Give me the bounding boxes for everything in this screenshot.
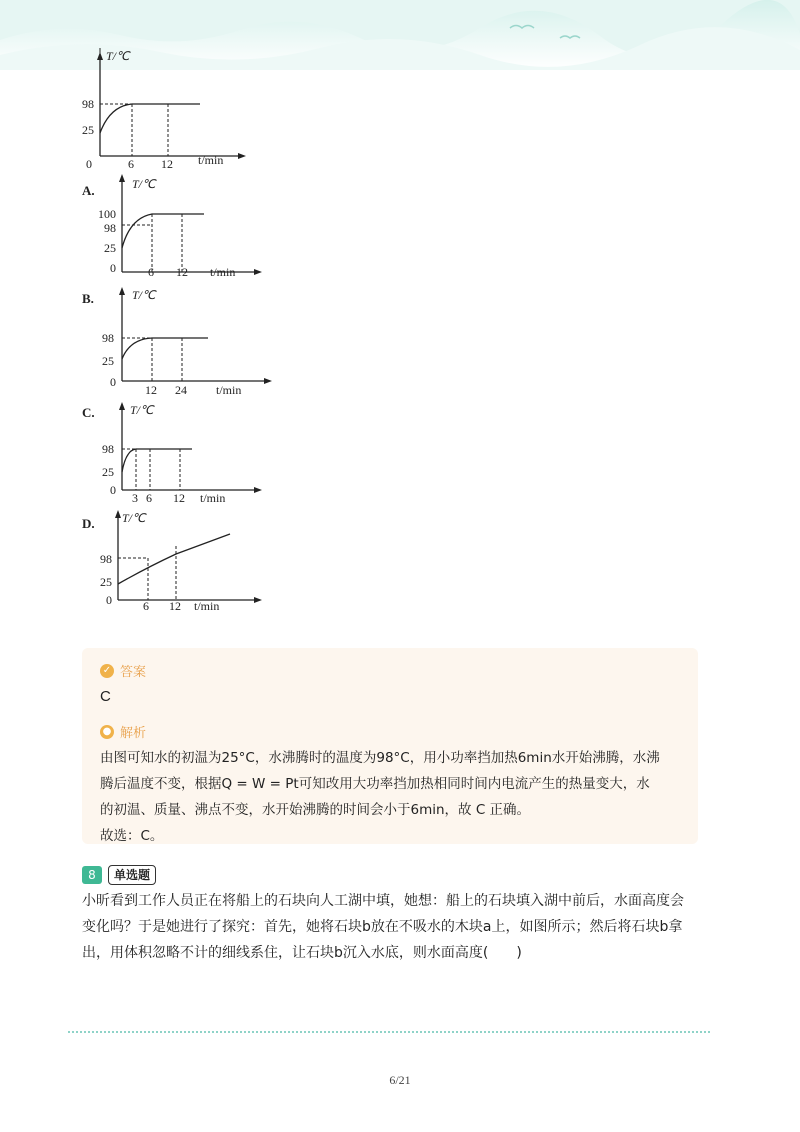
check-badge-icon: ✓ <box>100 664 114 678</box>
option-c-graph <box>96 400 296 510</box>
x-axis-label: t/min <box>210 265 236 279</box>
y-axis-label: T/℃ <box>132 288 156 302</box>
x-tick: 12 <box>176 265 188 279</box>
y-tick: 98 <box>100 552 112 566</box>
question-type-tag: 单选题 <box>108 865 156 885</box>
answer-heading <box>100 661 146 680</box>
question-line: 小昕看到工作人员正在将船上的石块向人工湖中填，她想：船上的石块填入湖中前后，水面高度会 <box>82 893 684 909</box>
option-a-graph <box>96 172 296 282</box>
y-axis-label: T/℃ <box>122 511 146 525</box>
analysis-heading <box>100 722 146 741</box>
x-tick: 24 <box>175 383 187 395</box>
y-tick: 98 <box>104 221 116 235</box>
question-number-badge: 8 <box>82 866 102 884</box>
y-tick: 100 <box>98 207 116 221</box>
x-tick: 6 <box>146 491 152 505</box>
analysis-body <box>100 745 690 849</box>
y-tick: 25 <box>102 354 114 368</box>
option-b-graph <box>96 285 296 395</box>
answer-value: C <box>100 688 111 705</box>
x-axis-label: t/min <box>194 599 220 613</box>
question-line: 出，用体积忽略不计的细线系住，让石块b沉入水底，则水面高度( ) <box>82 945 522 961</box>
question-line: 变化吗？于是她进行了探究：首先，她将石块b放在不吸水的木块a上，如图所示；然后将石块b拿 <box>82 919 683 935</box>
x-tick: 12 <box>145 383 157 395</box>
option-c-label: C. <box>82 405 95 420</box>
x-tick: 6 <box>128 157 134 168</box>
option-a-label: A. <box>82 183 95 198</box>
x-tick: 6 <box>148 265 154 279</box>
origin-label: 0 <box>110 375 116 389</box>
question-figure <box>80 48 280 168</box>
origin-label: 0 <box>110 483 116 497</box>
x-tick: 12 <box>161 157 173 168</box>
option-d-graph <box>96 508 296 618</box>
y-tick: 98 <box>102 331 114 345</box>
question-text <box>82 888 702 966</box>
option-b-label: B. <box>82 291 94 306</box>
analysis-heading-text: 解析 <box>120 726 147 741</box>
analysis-line: 的初温、质量、沸点不变，水开始沸腾的时间会小于6min，故 C 正确。 <box>100 802 531 818</box>
answer-heading-text: 答案 <box>120 665 147 680</box>
analysis-line: 故选：C。 <box>100 828 164 844</box>
y-axis-label: T/℃ <box>130 403 154 417</box>
y-tick: 98 <box>82 97 94 111</box>
lightbulb-icon: ● <box>100 725 114 739</box>
y-tick: 25 <box>102 465 114 479</box>
x-axis-label: t/min <box>200 491 226 505</box>
analysis-line: 由图可知水的初温为25°C，水沸腾时的温度为98°C，用小功率挡加热6min水开始沸腾，水沸 <box>100 750 660 766</box>
y-tick: 25 <box>82 123 94 137</box>
footer-divider <box>68 1031 710 1033</box>
y-tick: 98 <box>102 442 114 456</box>
x-axis-label: t/min <box>216 383 242 395</box>
origin-label: 0 <box>86 157 92 168</box>
question-graph <box>80 48 280 168</box>
page-number: 6/21 <box>389 1073 411 1087</box>
y-tick: 25 <box>100 575 112 589</box>
x-tick: 12 <box>169 599 181 613</box>
y-axis-label: T/℃ <box>106 49 130 63</box>
origin-label: 0 <box>106 593 112 607</box>
origin-label: 0 <box>110 261 116 275</box>
x-axis-label: t/min <box>198 153 224 167</box>
analysis-line: 腾后温度不变，根据Q = W = Pt可知改用大功率挡加热相同时间内电流产生的热量变大，水 <box>100 776 650 792</box>
x-tick: 3 <box>132 491 138 505</box>
y-tick: 25 <box>104 241 116 255</box>
x-tick: 6 <box>143 599 149 613</box>
y-axis-label: T/℃ <box>132 177 156 191</box>
x-tick: 12 <box>173 491 185 505</box>
option-d-label: D. <box>82 516 95 531</box>
